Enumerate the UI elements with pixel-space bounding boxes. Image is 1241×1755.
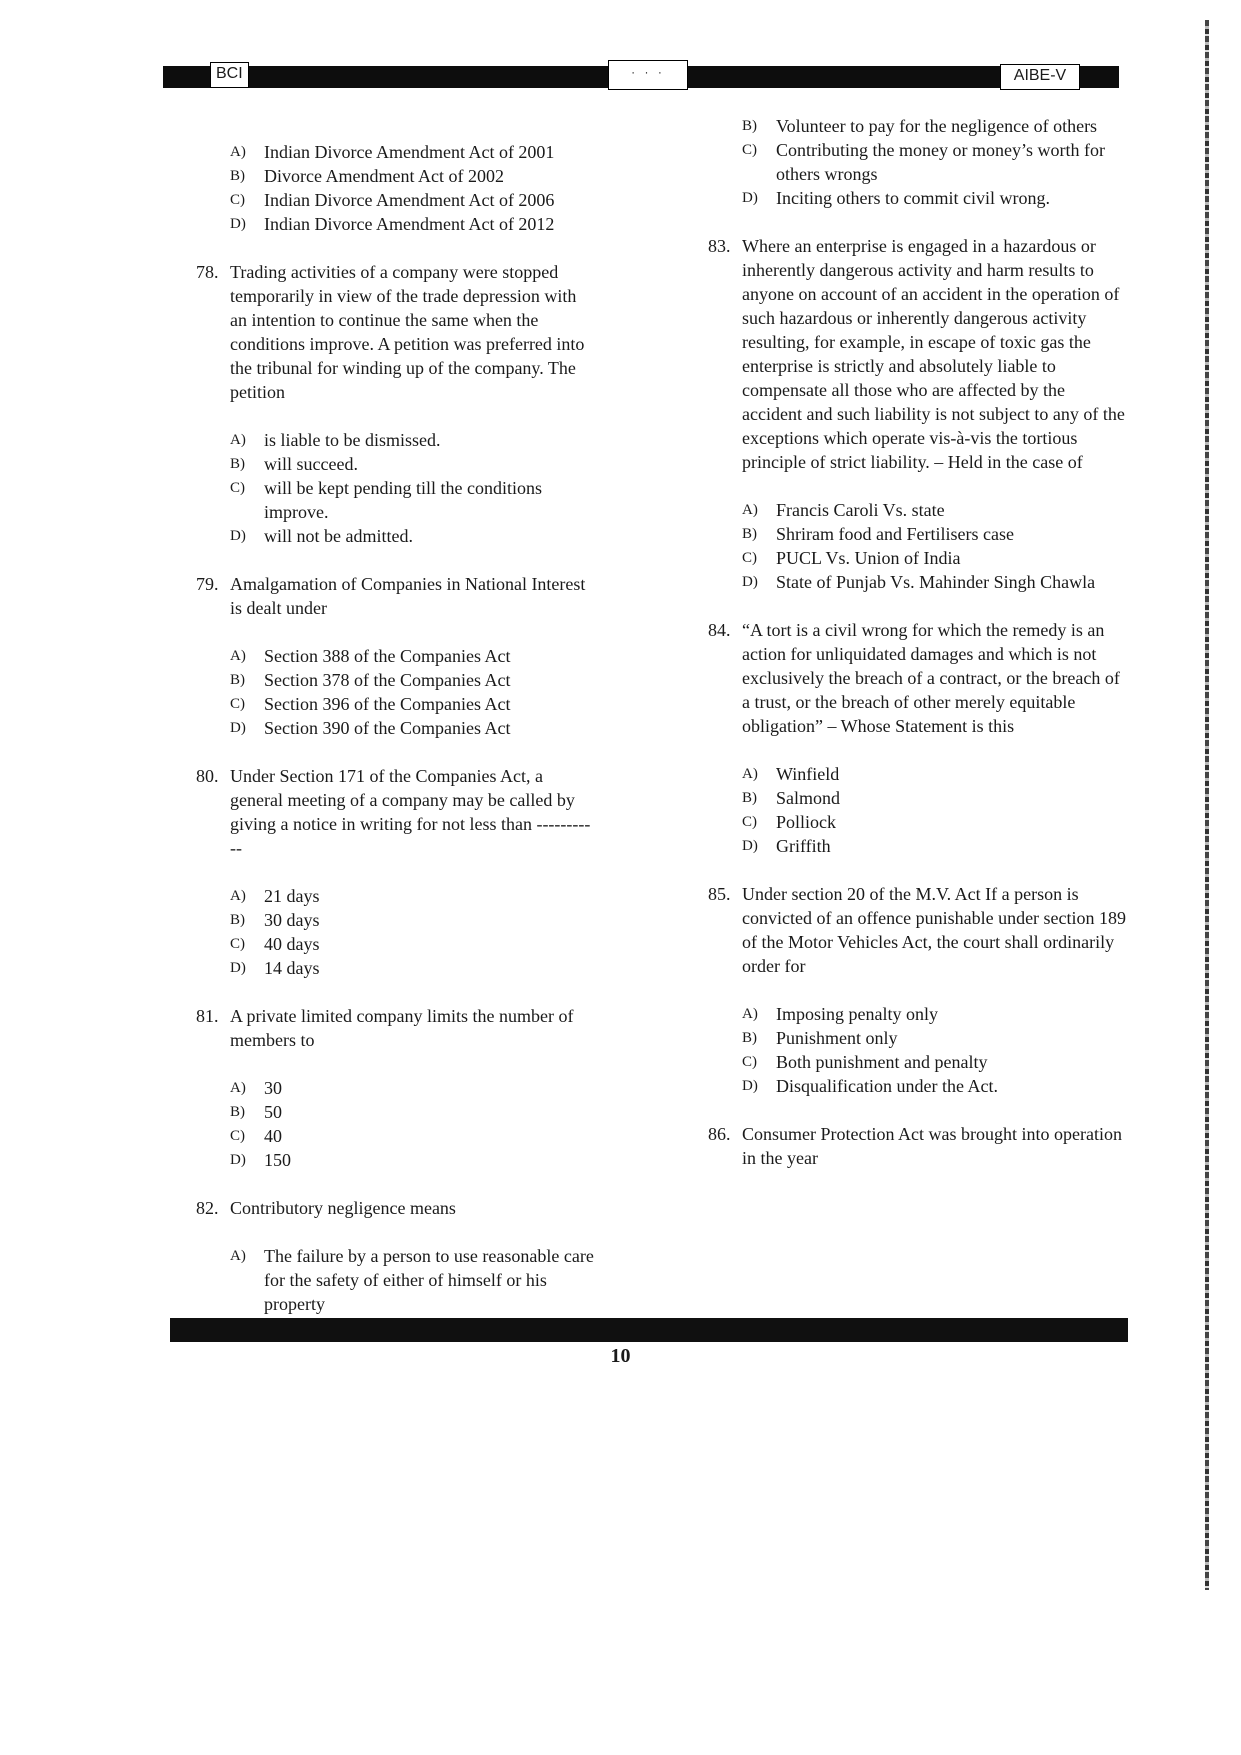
option-item: B) Section 378 of the Companies Act	[230, 670, 511, 690]
footer-bar	[170, 1318, 1128, 1342]
option-item: D) will not be admitted.	[230, 526, 413, 546]
question-number: 86.	[708, 1124, 731, 1144]
question-number: 79.	[196, 574, 219, 594]
question-number: 83.	[708, 236, 731, 256]
question-85	[708, 882, 1128, 978]
question-81	[196, 1004, 596, 1052]
header-tag-middle: · · ·	[608, 60, 688, 90]
option-item: C) 40	[230, 1126, 282, 1146]
q82-continued-options	[742, 114, 1128, 210]
question-text: Under Section 171 of the Companies Act, a general meeting of a company may be called by giving a notice in writing for not less than -----------	[230, 766, 591, 858]
question-number: 84.	[708, 620, 731, 640]
question-number: 81.	[196, 1006, 219, 1026]
option-item: A) The failure by a person to use reasonable care for the safety of either of himself or his property	[230, 1246, 594, 1314]
option-item: B) 50	[230, 1102, 282, 1122]
q84-options	[742, 762, 1128, 858]
question-80	[196, 764, 596, 860]
option-item: D) Inciting others to commit civil wrong.	[742, 188, 1050, 208]
q78-options	[230, 428, 596, 548]
option-item: A) Francis Caroli Vs. state	[742, 500, 945, 520]
header-tag-aibe: AIBE-V	[1000, 64, 1080, 90]
q85-options	[742, 1002, 1128, 1098]
option-item: A) 30	[230, 1078, 282, 1098]
option-item: D) Disqualification under the Act.	[742, 1076, 998, 1096]
option-item: C) 40 days	[230, 934, 320, 954]
q80-options	[230, 884, 596, 980]
option-item: C) Indian Divorce Amendment Act of 2006	[230, 190, 555, 210]
question-text: “A tort is a civil wrong for which the remedy is an action for unliquidated damages and which is not exclusively the breach of a contract, or the breach of a trust, or the breach of other merely equitable obligation” – Whose Statement is this	[742, 620, 1120, 736]
option-item: C) Polliock	[742, 812, 837, 832]
q77-options	[230, 140, 596, 236]
q82-options	[230, 1244, 596, 1316]
option-item: C) Section 396 of the Companies Act	[230, 694, 511, 714]
q79-options	[230, 644, 596, 740]
option-item: D) State of Punjab Vs. Mahinder Singh Chawla	[742, 572, 1096, 592]
option-item: C) Both punishment and penalty	[742, 1052, 988, 1072]
right-column	[708, 112, 1128, 1170]
option-item: D) Indian Divorce Amendment Act of 2012	[230, 214, 555, 234]
question-text: A private limited company limits the number of members to	[230, 1006, 574, 1050]
left-column	[196, 112, 596, 1316]
question-text: Consumer Protection Act was brought into operation in the year	[742, 1124, 1122, 1168]
question-number: 78.	[196, 262, 219, 282]
question-text: Trading activities of a company were stopped temporarily in view of the trade depression with an intention to continue the same when the conditions improve. A petition was preferred into the tribunal for winding up of the company. The petition	[230, 262, 585, 402]
question-83	[708, 234, 1128, 474]
option-item: B) Salmond	[742, 788, 841, 808]
option-item: C) PUCL Vs. Union of India	[742, 548, 961, 568]
question-number: 80.	[196, 766, 219, 786]
option-item: A) Winfield	[742, 764, 840, 784]
option-item: C) Contributing the money or money’s worth for others wrongs	[742, 140, 1105, 184]
question-text: Under section 20 of the M.V. Act If a person is convicted of an offence punishable under section 189 of the Motor Vehicles Act, the court shall ordinarily order for	[742, 884, 1127, 976]
option-item: A) Indian Divorce Amendment Act of 2001	[230, 142, 555, 162]
question-78	[196, 260, 596, 404]
option-item: A) Imposing penalty only	[742, 1004, 938, 1024]
option-item: B) Volunteer to pay for the negligence of others	[742, 116, 1098, 136]
question-text: Contributory negligence means	[230, 1198, 456, 1218]
option-item: D) 150	[230, 1150, 291, 1170]
question-82	[196, 1196, 596, 1220]
q81-options	[230, 1076, 596, 1172]
option-item: D) 14 days	[230, 958, 320, 978]
option-item: B) will succeed.	[230, 454, 358, 474]
option-item: D) Griffith	[742, 836, 831, 856]
option-item: A) Section 388 of the Companies Act	[230, 646, 511, 666]
question-79	[196, 572, 596, 620]
option-item: B) Punishment only	[742, 1028, 898, 1048]
question-number: 82.	[196, 1198, 219, 1218]
option-item: C) will be kept pending till the conditions improve.	[230, 478, 542, 522]
question-84	[708, 618, 1128, 738]
q83-options	[742, 498, 1128, 594]
question-text: Where an enterprise is engaged in a hazardous or inherently dangerous activity and harm results to anyone on account of an accident in the operation of such hazardous or inherently dangerous activity resulting, for example, in escape of toxic gas the enterprise is strictly and absolutely liable to compensate all those who are affected by the accident and such liability is not subject to any of the exceptions which operate vis-à-vis the tortious principle of strict liability. – Held in the case of	[742, 236, 1125, 472]
option-item: A) 21 days	[230, 886, 320, 906]
question-text: Amalgamation of Companies in National Interest is dealt under	[230, 574, 586, 618]
option-item: B) Divorce Amendment Act of 2002	[230, 166, 504, 186]
option-item: B) Shriram food and Fertilisers case	[742, 524, 1014, 544]
question-number: 85.	[708, 884, 731, 904]
option-item: D) Section 390 of the Companies Act	[230, 718, 511, 738]
option-item: A) is liable to be dismissed.	[230, 430, 441, 450]
option-item: B) 30 days	[230, 910, 320, 930]
question-86	[708, 1122, 1128, 1170]
header-tag-bci: BCI	[210, 62, 249, 88]
page-number: 10	[610, 1345, 631, 1367]
